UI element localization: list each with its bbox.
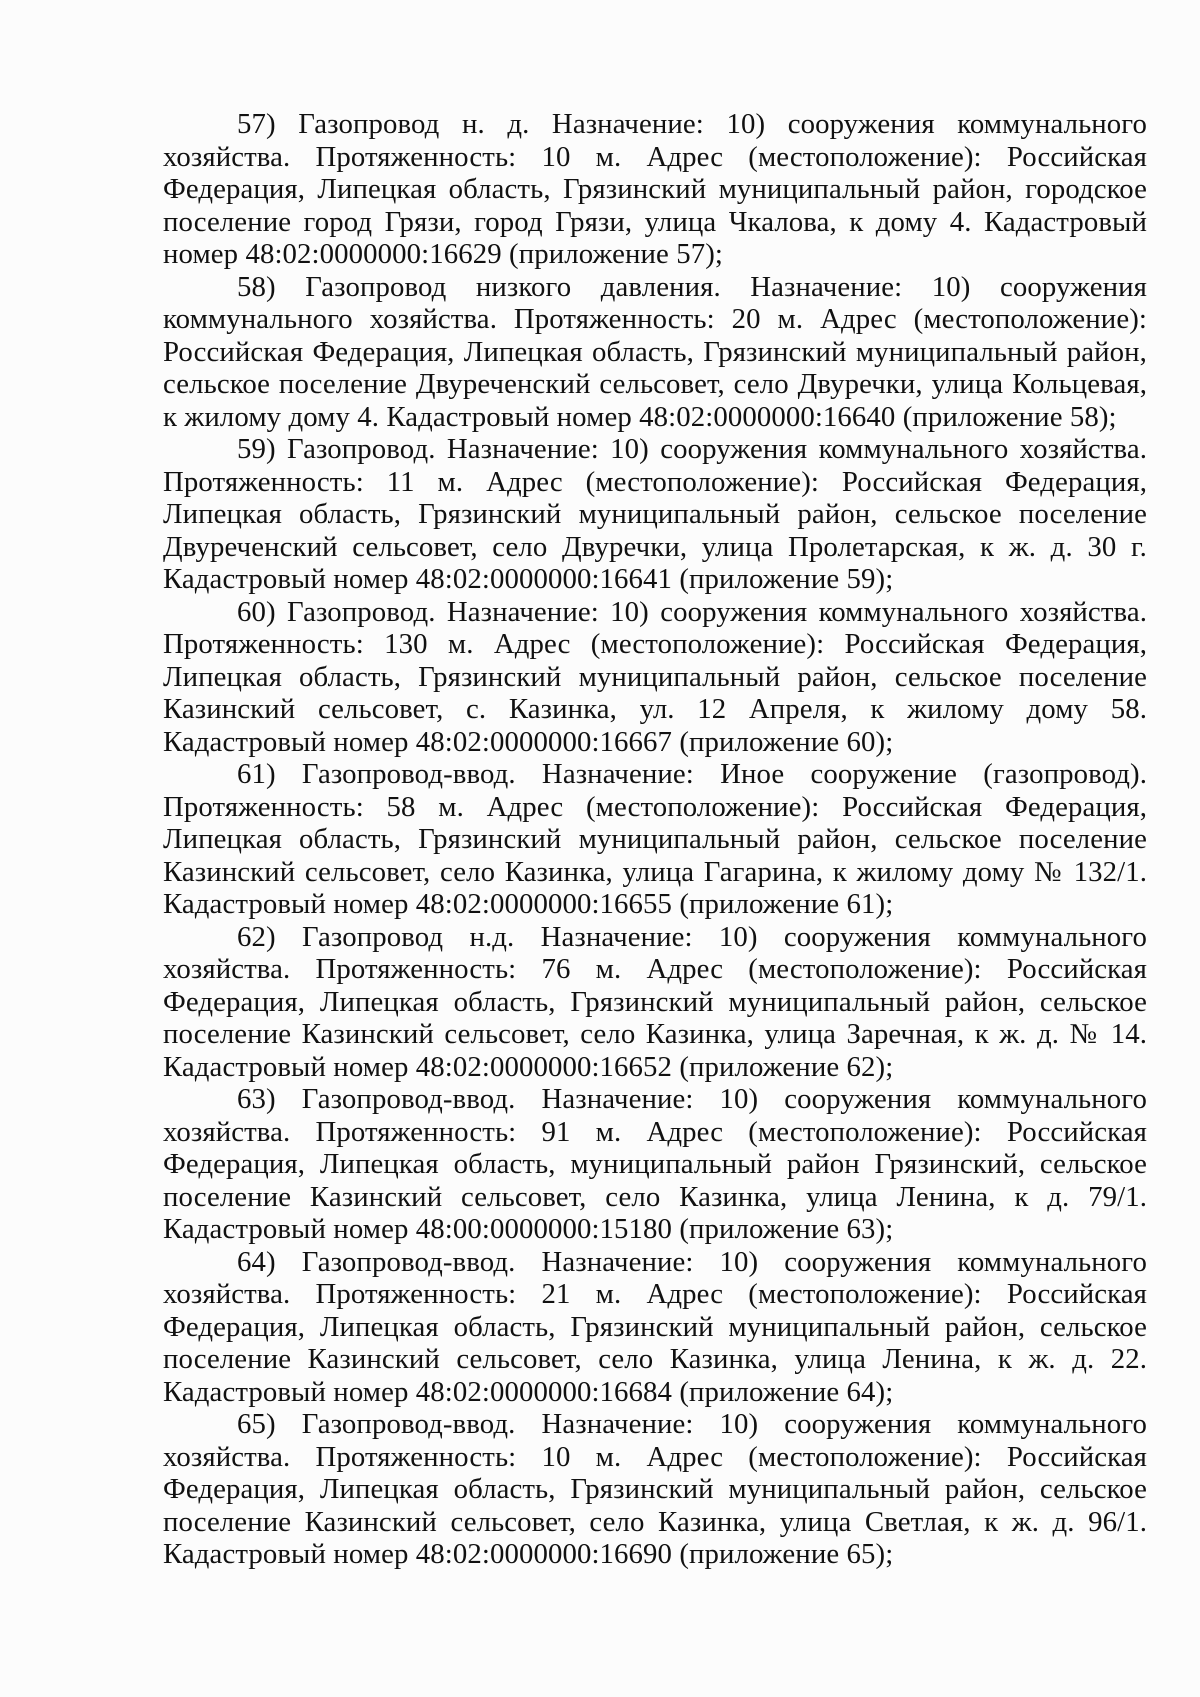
- list-item-64: 64) Газопровод-ввод. Назначение: 10) сооружения коммунального хозяйства. Протяженность: 21 м. Адрес (местоположение): Российская Федерация, Липецкая область, Грязинский муниципальный район, сельское поселение Казинский сельсовет, село Казинка, улица Ленина, к ж. д. 22. Кадастровый номер 48:02:0000000:16684 (приложение 64);: [163, 1245, 1147, 1408]
- list-item-63: 63) Газопровод-ввод. Назначение: 10) сооружения коммунального хозяйства. Протяженность: 91 м. Адрес (местоположение): Российская Федерация, Липецкая область, муниципальный район Грязинский, сельское поселение Казинский сельсовет, село Казинка, улица Ленина, к д. 79/1. Кадастровый номер 48:00:0000000:15180 (приложение 63);: [163, 1083, 1147, 1245]
- list-item-65: 65) Газопровод-ввод. Назначение: 10) сооружения коммунального хозяйства. Протяженность: 10 м. Адрес (местоположение): Российская Федерация, Липецкая область, Грязинский муниципальный район, сельское поселение Казинский сельсовет, село Казинка, улица Светлая, к ж. д. 96/1. Кадастровый номер 48:02:0000000:16690 (приложение 65);: [163, 1408, 1147, 1570]
- list-item-58: 58) Газопровод низкого давления. Назначение: 10) сооружения коммунального хозяйства. Протяженность: 20 м. Адрес (местоположение): Российская Федерация, Липецкая область, Грязинский муниципальный район, сельское поселение Двуреченский сельсовет, село Двуречки, улица Кольцевая, к жилому дому 4. Кадастровый номер 48:02:0000000:16640 (приложение 58);: [163, 270, 1147, 433]
- list-item-59: 59) Газопровод. Назначение: 10) сооружения коммунального хозяйства. Протяженность: 11 м. Адрес (местоположение): Российская Федерация, Липецкая область, Грязинский муниципальный район, сельское поселение Двуреченский сельсовет, село Двуречки, улица Пролетарская, к ж. д. 30 г. Кадастровый номер 48:02:0000000:16641 (приложение 59);: [163, 433, 1147, 595]
- document-body: [163, 108, 1147, 1571]
- list-item-60: 60) Газопровод. Назначение: 10) сооружения коммунального хозяйства. Протяженность: 130 м. Адрес (местоположение): Российская Федерация, Липецкая область, Грязинский муниципальный район, сельское поселение Казинский сельсовет, с. Казинка, ул. 12 Апреля, к жилому дому 58. Кадастровый номер 48:02:0000000:16667 (приложение 60);: [163, 595, 1147, 758]
- list-item-61: 61) Газопровод-ввод. Назначение: Иное сооружение (газопровод). Протяженность: 58 м. Адрес (местоположение): Российская Федерация, Липецкая область, Грязинский муниципальный район, сельское поселение Казинский сельсовет, село Казинка, улица Гагарина, к жилому дому № 132/1. Кадастровый номер 48:02:0000000:16655 (приложение 61);: [163, 758, 1147, 920]
- list-item-57: 57) Газопровод н. д. Назначение: 10) сооружения коммунального хозяйства. Протяженность: 10 м. Адрес (местоположение): Российская Федерация, Липецкая область, Грязинский муниципальный район, городское поселение город Грязи, город Грязи, улица Чкалова, к дому 4. Кадастровый номер 48:02:0000000:16629 (приложение 57);: [163, 108, 1147, 270]
- list-item-62: 62) Газопровод н.д. Назначение: 10) сооружения коммунального хозяйства. Протяженность: 76 м. Адрес (местоположение): Российская Федерация, Липецкая область, Грязинский муниципальный район, сельское поселение Казинский сельсовет, село Казинка, улица Заречная, к ж. д. № 14. Кадастровый номер 48:02:0000000:16652 (приложение 62);: [163, 920, 1147, 1083]
